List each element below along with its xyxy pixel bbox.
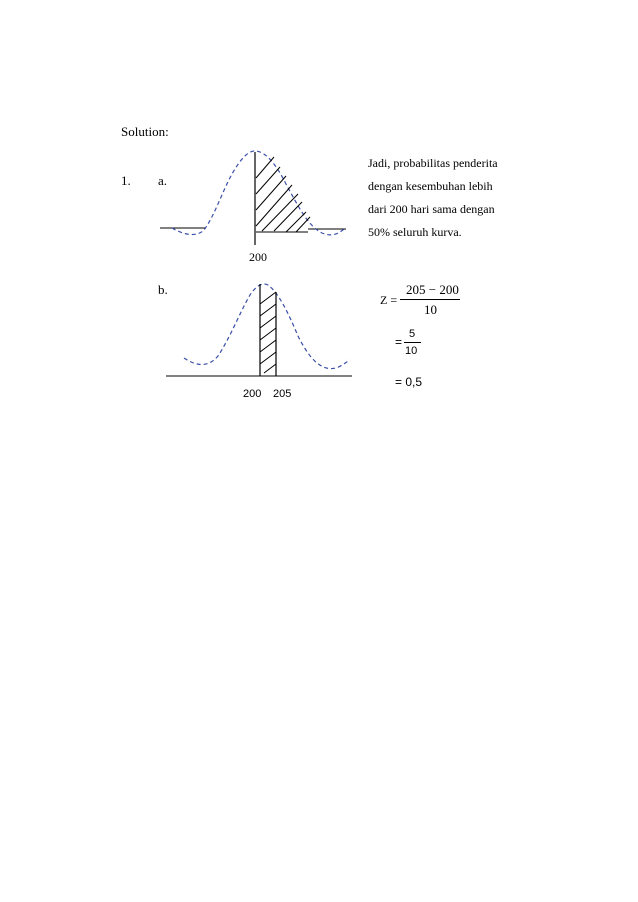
explanation-line: 50% seluruh kurva. bbox=[368, 225, 462, 239]
diagram-a bbox=[160, 151, 346, 245]
formula-fraction-bar bbox=[400, 299, 460, 300]
solution-heading: Solution: bbox=[121, 124, 169, 139]
step2-denominator: 10 bbox=[405, 345, 418, 357]
formula-result: = 0,5 bbox=[395, 375, 423, 389]
hatching-b bbox=[260, 292, 276, 373]
axis-label-200-a: 200 bbox=[249, 250, 267, 264]
formula-denominator: 10 bbox=[424, 302, 437, 317]
diagram-b bbox=[166, 284, 352, 376]
step2-fraction-bar bbox=[404, 342, 421, 343]
explanation-line: dari 200 hari sama dengan bbox=[368, 202, 495, 216]
normal-curve-a bbox=[172, 151, 344, 235]
explanation-line: dengan kesembuhan lebih bbox=[368, 179, 493, 193]
formula-lhs: Z = bbox=[380, 293, 398, 307]
normal-curve-b bbox=[184, 284, 350, 369]
step2-equals: = bbox=[395, 335, 403, 349]
explanation-line: Jadi, probabilitas penderita bbox=[368, 156, 498, 170]
axis-label-200-b: 200 bbox=[243, 388, 262, 400]
step2-numerator: 5 bbox=[409, 328, 416, 340]
part-a-explanation bbox=[368, 152, 528, 244]
item-number: 1. bbox=[121, 173, 131, 188]
part-a-label: a. bbox=[158, 173, 168, 188]
part-b-label: b. bbox=[158, 282, 168, 297]
formula-numerator: 205 − 200 bbox=[406, 282, 459, 297]
hatching-a bbox=[256, 157, 310, 232]
axis-label-205-b: 205 bbox=[273, 388, 292, 400]
